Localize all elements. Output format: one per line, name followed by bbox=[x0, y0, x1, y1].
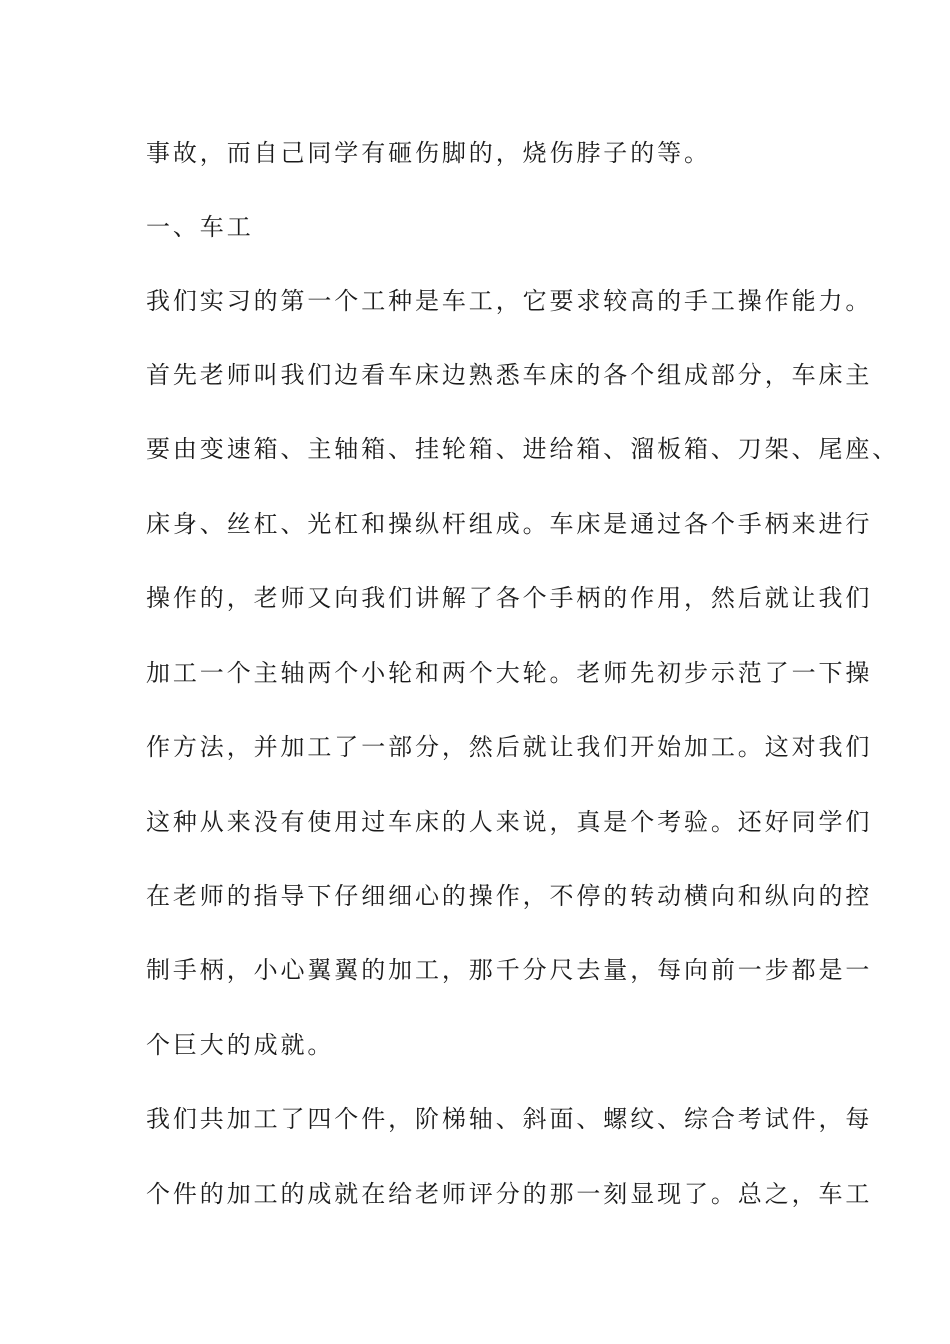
text-line: 事故，而自己同学有砸伤脚的，烧伤脖子的等。 bbox=[146, 139, 711, 167]
text-line: 制手柄，小心翼翼的加工，那千分尺去量，每向前一步都是一 bbox=[146, 956, 873, 984]
text-line: 作方法，并加工了一部分，然后就让我们开始加工。这对我们 bbox=[146, 733, 873, 761]
text-line: 这种从来没有使用过车床的人来说，真是个考验。还好同学们 bbox=[146, 808, 873, 836]
text-line: 我们实习的第一个工种是车工，它要求较高的手工操作能力。 bbox=[146, 287, 873, 315]
text-line: 个巨大的成就。 bbox=[146, 1031, 335, 1059]
text-line: 首先老师叫我们边看车床边熟悉车床的各个组成部分，车床主 bbox=[146, 361, 873, 389]
text-line: 在老师的指导下仔细细心的操作，不停的转动横向和纵向的控 bbox=[146, 882, 873, 910]
text-line: 操作的，老师又向我们讲解了各个手柄的作用，然后就让我们 bbox=[146, 584, 873, 612]
text-line: 床身、丝杠、光杠和操纵杆组成。车床是通过各个手柄来进行 bbox=[146, 510, 873, 538]
section-heading: 一、车工 bbox=[146, 213, 254, 241]
text-line: 个件的加工的成就在给老师评分的那一刻显现了。总之，车工 bbox=[146, 1180, 873, 1208]
text-line: 加工一个主轴两个小轮和两个大轮。老师先初步示范了一下操 bbox=[146, 659, 873, 687]
text-line: 要由变速箱、主轴箱、挂轮箱、进给箱、溜板箱、刀架、尾座、 bbox=[146, 435, 900, 463]
text-line: 我们共加工了四个件，阶梯轴、斜面、螺纹、综合考试件，每 bbox=[146, 1105, 873, 1133]
